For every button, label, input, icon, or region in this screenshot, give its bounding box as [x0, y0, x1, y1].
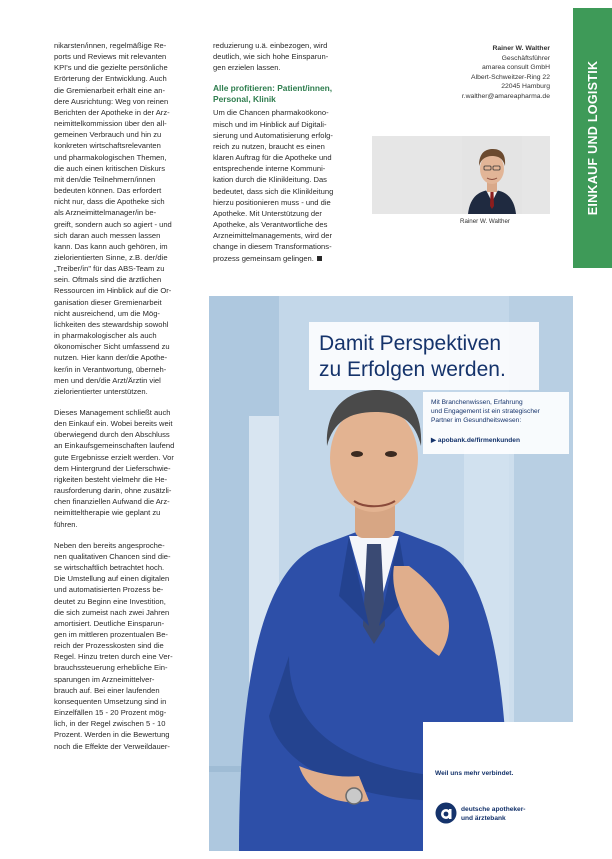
- text-line: klaren Auftrag für die Apotheke und: [213, 153, 332, 163]
- author-role: Geschäftsführer: [501, 54, 550, 62]
- text-line: ker/in in Verantwortung, überneh-: [54, 364, 167, 374]
- author-photo-frame: [372, 136, 550, 214]
- ad-brand-card: [423, 722, 573, 851]
- subheading-line: Alle profitieren: Patient/innen,: [213, 83, 333, 94]
- text-line: gute Ergebnisse erzielt werden. Vor: [54, 452, 174, 462]
- text-line: an Einkaufsgemeinschaften laufend: [54, 441, 175, 451]
- text-line: und pharmakologischen Themen,: [54, 152, 167, 162]
- text-line: konkreten wirtschaftsrelevanten: [54, 141, 161, 151]
- text-line: gen erzielen lassen.: [213, 63, 281, 73]
- subheading-line: Personal, Klinik: [213, 94, 276, 105]
- section-tab: [573, 8, 612, 268]
- text-line: brauch auf. Bei einer laufenden: [54, 685, 160, 695]
- text-line: Erörterung der Entwicklung. Auch: [54, 74, 167, 84]
- text-line: Regel. Hinzu treten durch eine Ver-: [54, 652, 173, 662]
- text-line: zielorientierter unterstützen.: [54, 386, 148, 396]
- ad-copy-box: [423, 392, 569, 454]
- text-line: sein. Oftmals sind die ärztlichen: [54, 275, 162, 285]
- text-line: lich, in der Regel zwischen 5 - 10: [54, 719, 166, 729]
- author-info: [400, 44, 550, 102]
- ad-headline: [319, 331, 506, 383]
- text-line: lichkeiten des stewardship sowohl: [54, 319, 169, 329]
- text-line: Neben den bereits angesproche-: [54, 540, 165, 550]
- text-line: gen im mittleren prozentualen Be-: [54, 629, 168, 639]
- text-line: Die Umstellung auf einen digitalen: [54, 574, 170, 584]
- text-line: Apotheke. Mit Unterstützung der: [213, 208, 322, 218]
- text-line: KPI's und die gezielte persönliche: [54, 63, 168, 73]
- text-line: men und den/die Arzt/Ärztin viel: [54, 375, 161, 385]
- text-line: Arzneimittelmanagements, wird der: [213, 231, 333, 241]
- text-line: rigkeiten besteht vielmehr die He-: [54, 474, 168, 484]
- text-line: bedeutet, dass sich die Klinikleitung: [213, 186, 334, 196]
- text-line: konsequenten Umsetzung sind in: [54, 696, 167, 706]
- bank-name-line: und ärztebank: [461, 814, 506, 822]
- text-line: neimitteltherapie wie geplant zu: [54, 508, 161, 518]
- paragraph: [54, 407, 202, 530]
- author-name: Rainer W. Walther: [492, 45, 550, 52]
- paragraph: [213, 40, 361, 73]
- text-line: deutlich, wie sich hohe Einsparun-: [213, 52, 329, 62]
- ad-headline-line: Damit Perspektiven: [319, 332, 502, 355]
- text-line: change in diesem Transformations-: [213, 242, 332, 252]
- text-line: greift, sondern auch so agiert - und: [54, 219, 172, 229]
- bank-advertisement[interactable]: [209, 296, 573, 851]
- text-line: se wirtschaftlich betrachtet hoch.: [54, 563, 165, 573]
- photo-caption: Rainer W. Walther: [460, 218, 510, 225]
- ad-slogan: Weil uns mehr verbindet.: [435, 770, 514, 777]
- article-column-1: [54, 40, 202, 762]
- text-line: Dieses Management schließt auch: [54, 408, 171, 417]
- text-line: „Treiber/in" für das ABS-Team zu: [54, 264, 165, 274]
- portrait-illustration: [462, 136, 522, 214]
- text-line: den Einkauf ein. Wobei bereits weit: [54, 419, 173, 429]
- text-line: chen finanziellen Aufwand die Arz-: [54, 497, 170, 507]
- text-line: nikarsten/innen, regelmäßige Re-: [54, 41, 167, 50]
- text-line: nicht nur, dass die Apotheke sich: [54, 197, 165, 207]
- text-line: misch und im Hinblick auf Digitali-: [213, 119, 327, 129]
- text-line: entsprechende interne Kommuni-: [213, 164, 326, 174]
- bank-name-line: deutsche apotheker-: [461, 806, 526, 813]
- text-line: mit den/die Teilnehmern/innen: [54, 174, 156, 184]
- text-line: kann. Das kann auch gehören, im: [54, 241, 168, 251]
- author-city: 22045 Hamburg: [501, 83, 550, 91]
- text-line: brauchssteuerung erhebliche Ein-: [54, 663, 168, 673]
- author-company: amarea consult GmbH: [482, 64, 550, 72]
- text-line: als Arzneimittelmanager/in be-: [54, 208, 157, 218]
- paragraph: [54, 540, 202, 752]
- paragraph: [213, 107, 361, 263]
- arrow-right-icon: ▶: [431, 437, 437, 444]
- text-line: rausforderung darin, ohne zusätzli-: [54, 486, 172, 496]
- section-tab-label: EINKAUF UND LOGISTIK: [585, 60, 600, 216]
- ad-link-text[interactable]: apobank.de/firmenkunden: [437, 437, 520, 444]
- text-line: ökonomischer Sicht umfassend zu: [54, 342, 170, 352]
- text-line: ports und Reviews mit relevanten: [54, 52, 167, 62]
- text-line: ganisation dieser Gremienarbeit: [54, 297, 162, 307]
- text-line: deutet zu Beginn eine Investition,: [54, 596, 166, 606]
- end-of-article-mark: [317, 256, 322, 261]
- text-line: zielorientierten Sinne, z.B. der/die: [54, 252, 168, 262]
- text-line: neimittelkommission über den all-: [54, 119, 167, 129]
- text-line: amortisiert. Deutliche Einsparun-: [54, 618, 165, 628]
- text-line: dere Ausrichtung: Weg von reinen: [54, 96, 169, 106]
- author-portrait-photo: [462, 136, 522, 214]
- text-line: überwiegend durch den Abschluss: [54, 430, 170, 440]
- text-line: in pharmakologischer als auch: [54, 331, 157, 341]
- text-line: und automatisierten Prozess be-: [54, 585, 164, 595]
- ad-copy-text: [431, 398, 540, 426]
- text-line: Einzelfällen 15 - 20 Prozent mög-: [54, 708, 167, 718]
- text-line: die Gremienarbeit erhält eine an-: [54, 85, 166, 95]
- text-line: noch die Effekte der Verweildauer-: [54, 741, 170, 751]
- text-line: [213, 253, 361, 264]
- text-line: Um die Chancen pharmakoökono-: [213, 108, 329, 118]
- paragraph: [54, 40, 202, 397]
- text-line: reich zu nutzen, braucht es einen: [213, 141, 325, 151]
- author-email[interactable]: r.walther@amareapharma.de: [461, 92, 550, 100]
- text-line: sich daran auch messen lassen: [54, 230, 161, 240]
- text-line: die sich zumeist nach zwei Jahren: [54, 607, 170, 617]
- text-line: reich der Prozesskosten sind die: [54, 641, 164, 651]
- text-line: Apotheke, als Verantwortliche des: [213, 220, 328, 230]
- text-line: reduzierung u.ä. einbezogen, wird: [213, 41, 328, 50]
- text-line: kation durch die Klinikleitung. Das: [213, 175, 327, 185]
- ad-copy-line: Mit Branchenwissen, Erfahrung: [431, 399, 523, 406]
- text-line: hierzu positionieren muss - und die: [213, 197, 331, 207]
- ad-link[interactable]: [431, 436, 520, 444]
- text-line: nen qualitativen Chancen sind die-: [54, 551, 171, 561]
- text-line: nutzen. Hier kann der/die Apothe-: [54, 353, 168, 363]
- text-line: dem Hintergrund der Lieferschwie-: [54, 463, 171, 473]
- text-line: nicht ausreichend, um die Mög-: [54, 308, 160, 318]
- text-line: sierung und Automatisierung erfolg-: [213, 130, 333, 140]
- text-line: führen.: [54, 519, 78, 529]
- ad-copy-line: Partner im Gesundheitswesen:: [431, 417, 522, 425]
- article-column-2: [213, 40, 361, 274]
- text-line: Prozent. Werden in die Bewertung: [54, 730, 170, 740]
- text-line: Ressourcen im Hinblick auf die Or-: [54, 286, 172, 296]
- author-street: Albert-Schweitzer-Ring 22: [471, 73, 550, 81]
- ad-headline-box: [309, 322, 539, 390]
- bank-name: [461, 806, 526, 823]
- text-line: bedeuten können. Das erfordert: [54, 186, 162, 196]
- text-line: die auch einen kritischen Diskurs: [54, 163, 166, 173]
- ad-headline-line: zu Erfolgen werden.: [319, 358, 506, 381]
- text-line: sparungen im Arzneimittelver-: [54, 674, 155, 684]
- text-line: Berichten der Apotheke in der Arz-: [54, 107, 170, 117]
- ad-copy-line: und Engagement ist ein strategischer: [431, 408, 540, 416]
- section-subheading: [213, 83, 361, 105]
- bank-logo-icon: [435, 802, 457, 824]
- text-line: gemeinen Verbrauch und hin zu: [54, 130, 162, 140]
- text-line-last: prozess gemeinsam gelingen.: [213, 253, 314, 263]
